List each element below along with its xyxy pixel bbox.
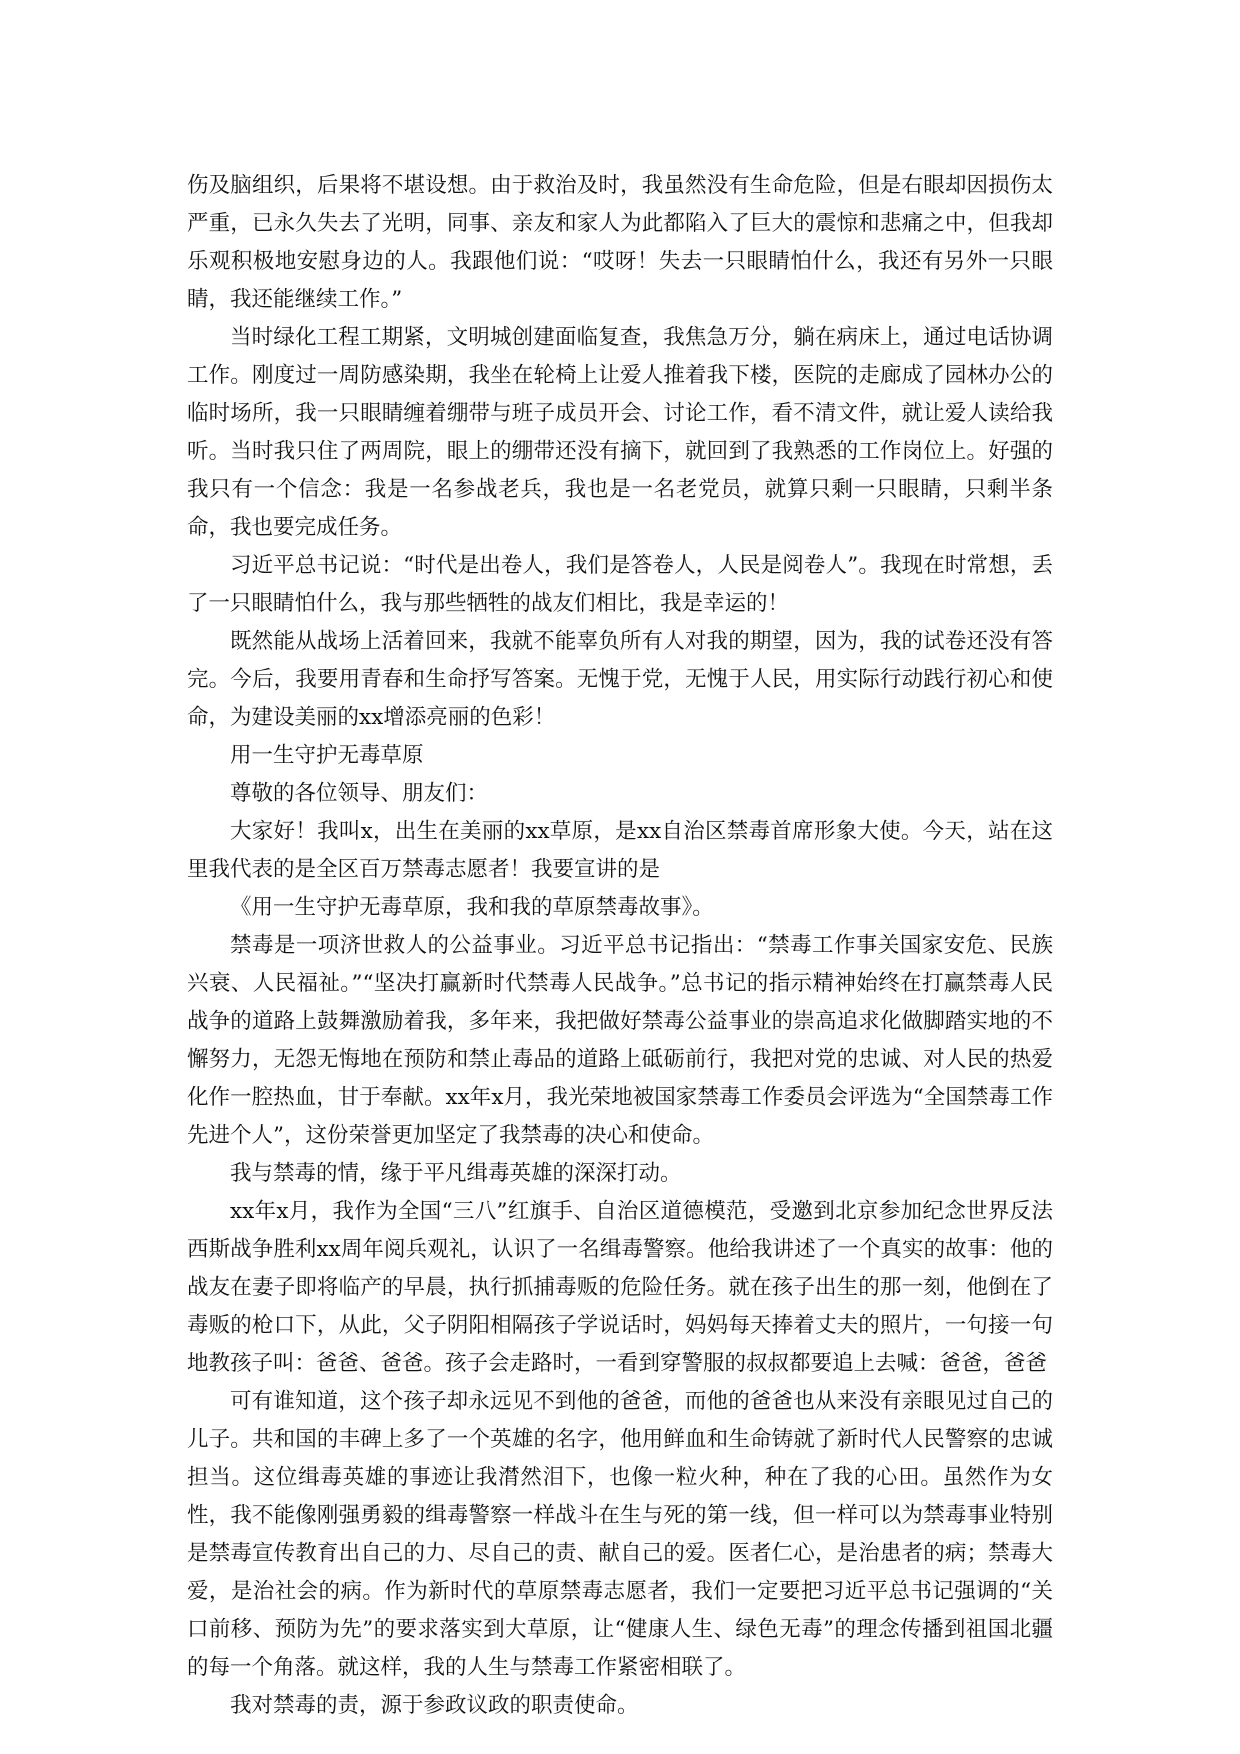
paragraph: 可有谁知道，这个孩子却永远见不到他的爸爸，而他的爸爸也从来没有亲眼见过自己的儿子。共和国的丰碑上多了一个英雄的名字，他用鲜血和生命铸就了新时代人民警察的忠诚担当。这位缉毒英雄的事迹让我潸然泪下，也像一粒火种，种在了我的心田。虽然作为女性，我不能像刚强勇毅的缉毒警察一样战斗在生与死的第一线，但一样可以为禁毒事业特别是禁毒宣传教育出自己的力、尽自己的责、献自己的爱。医者仁心，是治患者的病；禁毒大爱，是治社会的病。作为新时代的草原禁毒志愿者，我们一定要把习近平总书记强调的“关口前移、预防为先”的要求落实到大草原，让“健康人生、绿色无毒”的理念传播到祖国北疆的每一个角落。就这样，我的人生与禁毒工作紧密相联了。 [187, 1389, 1053, 1680]
paragraph: 当时绿化工程工期紧，文明城创建面临复查，我焦急万分，躺在病床上，通过电话协调工作。刚度过一周防感染期，我坐在轮椅上让爱人推着我下楼，医院的走廊成了园林办公的临时场所，我一只眼睛缠着绷带与班子成员开会、讨论工作，看不清文件，就让爱人读给我听。当时我只住了两周院，眼上的绷带还没有摘下，就回到了我熟悉的工作岗位上。好强的我只有一个信念：我是一名参战老兵，我也是一名老党员，就算只剩一只眼睛，只剩半条命，我也要完成任务。 [187, 325, 1053, 540]
paragraph: 大家好！我叫x，出生在美丽的xx草原，是xx自治区禁毒首席形象大使。今天，站在这里我代表的是全区百万禁毒志愿者！我要宣讲的是 [187, 819, 1053, 882]
paragraph: 我对禁毒的责，源于参政议政的职责使命。 [230, 1693, 639, 1718]
paragraph: 我与禁毒的情，缘于平凡缉毒英雄的深深打动。 [230, 1161, 682, 1186]
salutation: 尊敬的各位领导、朋友们： [230, 781, 489, 806]
paragraph: xx年x月，我作为全国“三八”红旗手、自治区道德模范，受邀到北京参加纪念世界反法西斯战争胜利xx周年阅兵观礼，认识了一名缉毒警察。他给我讲述了一个真实的故事：他的战友在妻子即将临产的早晨，执行抓捕毒贩的危险任务。就在孩子出生的那一刻，他倒在了毒贩的枪口下，从此，父子阴阳相隔孩子学说话时，妈妈每天捧着丈夫的照片，一句接一句地教孩子叫：爸爸、爸爸。孩子会走路时，一看到穿警服的叔叔都要追上去喊：爸爸，爸爸 [187, 1199, 1053, 1376]
paragraph: 禁毒是一项济世救人的公益事业。习近平总书记指出：“禁毒工作事关国家安危、民族兴衰、人民福祉。”“坚决打赢新时代禁毒人民战争。”总书记的指示精神始终在打赢禁毒人民战争的道路上鼓舞激励着我，多年来，我把做好禁毒公益事业的崇高追求化做脚踏实地的不懈努力，无怨无悔地在预防和禁止毒品的道路上砥砺前行，我把对党的忠诚、对人民的热爱化作一腔热血，甘于奉献。xx年x月，我光荣地被国家禁毒工作委员会评选为“全国禁毒工作先进个人”，这份荣誉更加坚定了我禁毒的决心和使命。 [187, 933, 1053, 1148]
speech-title: 《用一生守护无毒草原，我和我的草原禁毒故事》。 [230, 895, 714, 920]
paragraph: 习近平总书记说：“时代是出卷人，我们是答卷人，人民是阅卷人”。我现在时常想，丢了一只眼睛怕什么，我与那些牺牲的战友们相比，我是幸运的！ [187, 553, 1053, 616]
paragraph: 既然能从战场上活着回来，我就不能辜负所有人对我的期望，因为，我的试卷还没有答完。今后，我要用青春和生命抒写答案。无愧于党，无愧于人民，用实际行动践行初心和使命，为建设美丽的xx增添亮丽的色彩！ [187, 629, 1053, 730]
document-body [187, 167, 1053, 1725]
paragraph: 伤及脑组织，后果将不堪设想。由于救治及时，我虽然没有生命危险，但是右眼却因损伤太严重，已永久失去了光明，同事、亲友和家人为此都陷入了巨大的震惊和悲痛之中，但我却乐观积极地安慰身边的人。我跟他们说：“哎呀！失去一只眼睛怕什么，我还有另外一只眼睛，我还能继续工作。” [187, 173, 1053, 312]
section-title: 用一生守护无毒草原 [230, 743, 424, 768]
